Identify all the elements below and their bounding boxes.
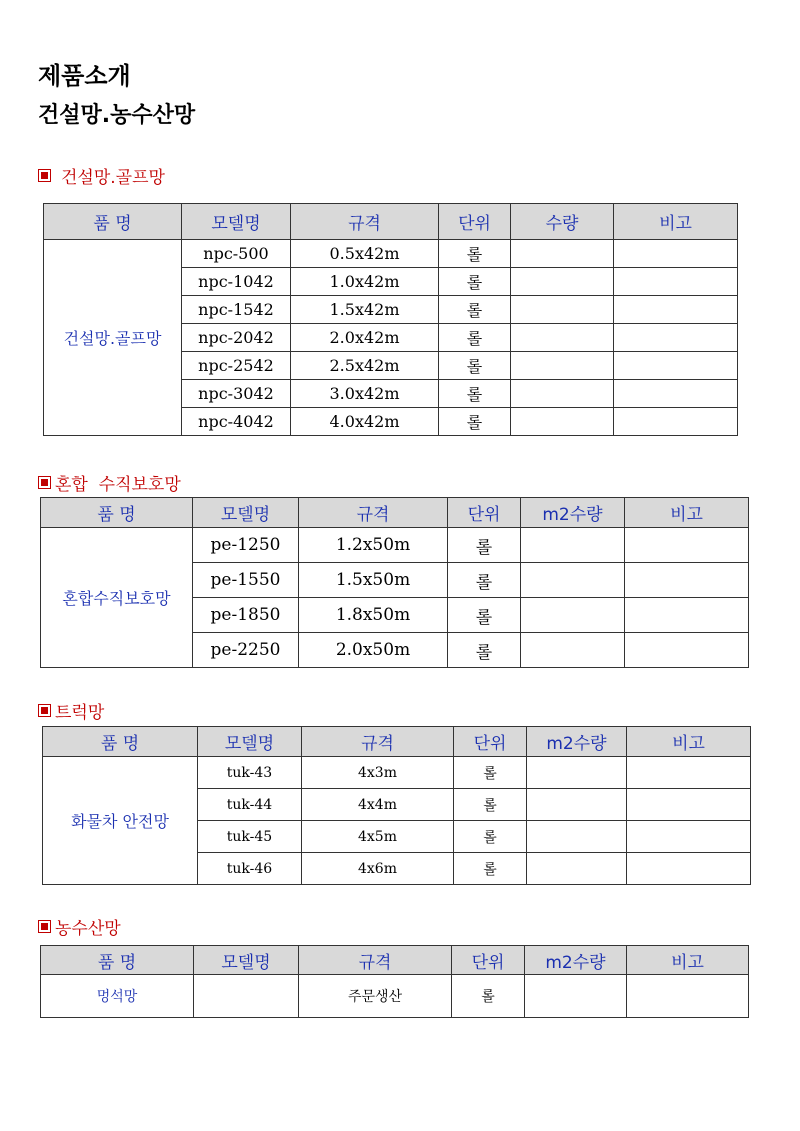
- unit-cell: 롤: [454, 757, 527, 789]
- quantity-cell: [527, 789, 627, 821]
- header-model: 모델명: [193, 498, 299, 528]
- remarks-cell: [625, 528, 749, 563]
- model-cell: [194, 975, 299, 1018]
- product-table-truck: [42, 726, 751, 885]
- section-heading-mixed-protection: [38, 470, 181, 495]
- model-cell: npc-2042: [182, 324, 291, 352]
- table-row: [41, 975, 749, 1018]
- header-product-name: 품 명: [44, 204, 182, 240]
- product-table-mixed-protection: [40, 497, 749, 668]
- quantity-cell: [521, 563, 625, 598]
- unit-cell: 롤: [448, 528, 521, 563]
- spec-cell: 1.0x42m: [291, 268, 439, 296]
- header-remarks: 비고: [627, 727, 751, 757]
- model-cell: tuk-43: [198, 757, 302, 789]
- remarks-cell: [625, 563, 749, 598]
- spec-cell: 2.0x50m: [299, 633, 448, 668]
- table-header-row: [41, 946, 749, 975]
- spec-cell: 4x3m: [302, 757, 454, 789]
- header-product-name: 품 명: [41, 946, 194, 975]
- header-quantity: m2수량: [525, 946, 627, 975]
- unit-cell: 롤: [439, 296, 511, 324]
- section-heading-label: 농수산망: [55, 919, 121, 939]
- model-cell: npc-3042: [182, 380, 291, 408]
- model-cell: pe-1250: [193, 528, 299, 563]
- unit-cell: 롤: [439, 240, 511, 268]
- table-header-row: [41, 498, 749, 528]
- spec-cell: 4x5m: [302, 821, 454, 853]
- section-heading-agri: [38, 914, 121, 939]
- table-header-row: [44, 204, 738, 240]
- quantity-cell: [511, 240, 614, 268]
- product-name-cell: 혼합수직보호망: [41, 528, 193, 668]
- table-row: [41, 528, 749, 563]
- model-cell: npc-2542: [182, 352, 291, 380]
- remarks-cell: [627, 789, 751, 821]
- model-cell: pe-2250: [193, 633, 299, 668]
- unit-cell: 롤: [439, 380, 511, 408]
- header-quantity: m2수량: [527, 727, 627, 757]
- model-cell: npc-1042: [182, 268, 291, 296]
- red-square-bullet-icon: [38, 704, 51, 717]
- remarks-cell: [614, 324, 738, 352]
- model-cell: npc-4042: [182, 408, 291, 436]
- unit-cell: 롤: [448, 633, 521, 668]
- unit-cell: 롤: [454, 853, 527, 885]
- page-subtitle: 건설망.농수산망: [38, 103, 196, 128]
- header-spec: 규격: [302, 727, 454, 757]
- spec-cell: 주문생산: [299, 975, 452, 1018]
- quantity-cell: [521, 528, 625, 563]
- header-product-name: 품 명: [43, 727, 198, 757]
- quantity-cell: [511, 324, 614, 352]
- header-unit: 단위: [448, 498, 521, 528]
- quantity-cell: [511, 352, 614, 380]
- header-spec: 규격: [299, 946, 452, 975]
- table-header-row: [43, 727, 751, 757]
- table-row: [44, 240, 738, 268]
- spec-cell: 1.8x50m: [299, 598, 448, 633]
- quantity-cell: [525, 975, 627, 1018]
- header-spec: 규격: [299, 498, 448, 528]
- remarks-cell: [614, 240, 738, 268]
- remarks-cell: [625, 598, 749, 633]
- remarks-cell: [627, 853, 751, 885]
- unit-cell: 롤: [448, 563, 521, 598]
- unit-cell: 롤: [452, 975, 525, 1018]
- section-heading-label: 혼합 수직보호망: [55, 475, 181, 495]
- remarks-cell: [627, 821, 751, 853]
- header-spec: 규격: [291, 204, 439, 240]
- spec-cell: 2.5x42m: [291, 352, 439, 380]
- product-table-agri: [40, 945, 749, 1018]
- model-cell: tuk-44: [198, 789, 302, 821]
- header-quantity: 수량: [511, 204, 614, 240]
- unit-cell: 롤: [439, 324, 511, 352]
- quantity-cell: [527, 821, 627, 853]
- section-heading-label: 트럭망: [55, 703, 105, 723]
- spec-cell: 1.5x50m: [299, 563, 448, 598]
- unit-cell: 롤: [454, 821, 527, 853]
- spec-cell: 1.5x42m: [291, 296, 439, 324]
- unit-cell: 롤: [439, 408, 511, 436]
- spec-cell: 4x4m: [302, 789, 454, 821]
- spec-cell: 2.0x42m: [291, 324, 439, 352]
- quantity-cell: [521, 598, 625, 633]
- unit-cell: 롤: [454, 789, 527, 821]
- spec-cell: 4x6m: [302, 853, 454, 885]
- header-quantity: m2수량: [521, 498, 625, 528]
- quantity-cell: [527, 757, 627, 789]
- unit-cell: 롤: [439, 268, 511, 296]
- header-unit: 단위: [454, 727, 527, 757]
- section-heading-label: 건설망.골프망: [61, 168, 165, 188]
- header-model: 모델명: [198, 727, 302, 757]
- section-heading-truck: [38, 698, 104, 723]
- header-remarks: 비고: [625, 498, 749, 528]
- model-cell: tuk-45: [198, 821, 302, 853]
- remarks-cell: [614, 380, 738, 408]
- table-row: [43, 757, 751, 789]
- spec-cell: 3.0x42m: [291, 380, 439, 408]
- header-remarks: 비고: [614, 204, 738, 240]
- header-unit: 단위: [439, 204, 511, 240]
- unit-cell: 롤: [448, 598, 521, 633]
- header-model: 모델명: [182, 204, 291, 240]
- model-cell: npc-1542: [182, 296, 291, 324]
- header-model: 모델명: [194, 946, 299, 975]
- product-table-construction: [43, 203, 738, 436]
- section-heading-construction: [38, 163, 165, 188]
- header-unit: 단위: [452, 946, 525, 975]
- product-name-cell: 멍석망: [41, 975, 194, 1018]
- quantity-cell: [511, 380, 614, 408]
- quantity-cell: [521, 633, 625, 668]
- remarks-cell: [625, 633, 749, 668]
- remarks-cell: [614, 268, 738, 296]
- quantity-cell: [527, 853, 627, 885]
- quantity-cell: [511, 268, 614, 296]
- page-title: 제품소개: [38, 62, 131, 90]
- remarks-cell: [614, 408, 738, 436]
- product-name-cell: 건설망.골프망: [44, 240, 182, 436]
- remarks-cell: [627, 757, 751, 789]
- spec-cell: 4.0x42m: [291, 408, 439, 436]
- header-remarks: 비고: [627, 946, 749, 975]
- quantity-cell: [511, 408, 614, 436]
- model-cell: pe-1850: [193, 598, 299, 633]
- remarks-cell: [614, 296, 738, 324]
- red-square-bullet-icon: [38, 169, 51, 182]
- unit-cell: 롤: [439, 352, 511, 380]
- model-cell: npc-500: [182, 240, 291, 268]
- header-product-name: 품 명: [41, 498, 193, 528]
- model-cell: tuk-46: [198, 853, 302, 885]
- product-name-cell: 화물차 안전망: [43, 757, 198, 885]
- remarks-cell: [614, 352, 738, 380]
- red-square-bullet-icon: [38, 476, 51, 489]
- remarks-cell: [627, 975, 749, 1018]
- quantity-cell: [511, 296, 614, 324]
- model-cell: pe-1550: [193, 563, 299, 598]
- spec-cell: 0.5x42m: [291, 240, 439, 268]
- spec-cell: 1.2x50m: [299, 528, 448, 563]
- red-square-bullet-icon: [38, 920, 51, 933]
